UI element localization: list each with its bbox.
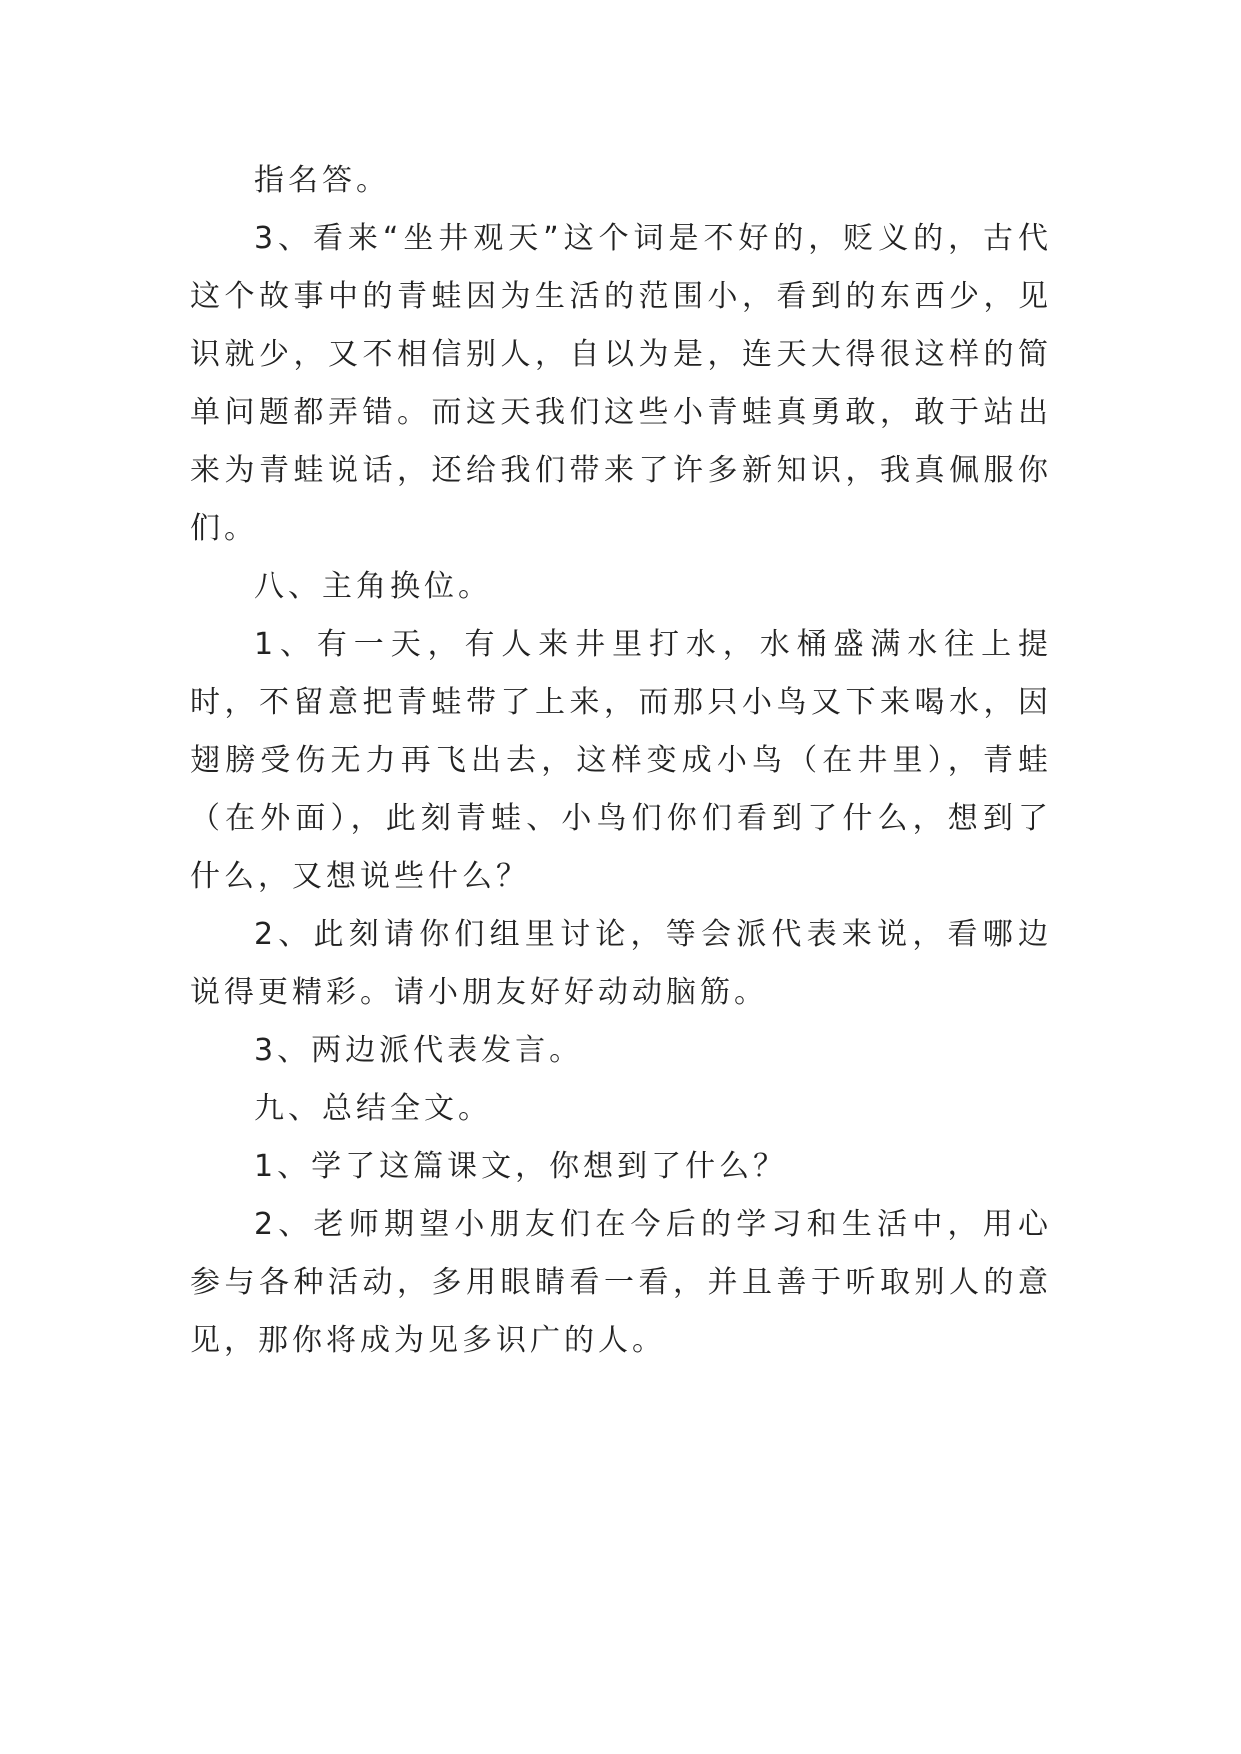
paragraph-representatives-speak: 3、两边派代表发言。 — [254, 1033, 584, 1068]
paragraph-frog-idiom-meaning: 3、看来“坐井观天”这个词是不好的，贬义的，古代这个故事中的青蛙因为生活的范围小，看到的东西少，见识就少，又不相信别人，自以为是，连天大得很这样的简单问题都弄错。而这天我们这些小青蛙真勇敢，敢于站出来为青蛙说话，还给我们带来了许多新知识，我真佩服你们。 — [190, 221, 1052, 546]
paragraph-group-discussion: 2、此刻请你们组里讨论，等会派代表来说，看哪边说得更精彩。请小朋友好好动动脑筋。 — [190, 917, 1052, 1010]
section-heading-summary: 九、总结全文。 — [254, 1091, 492, 1126]
paragraph-role-swap-story: 1、有一天，有人来井里打水，水桶盛满水往上提时，不留意把青蛙带了上来，而那只小鸟又下来喝水，因翅膀受伤无力再飞出去，这样变成小鸟（在井里），青蛙（在外面），此刻青蛙、小鸟们你们看到了什么，想到了什么，又想说些什么？ — [190, 627, 1052, 894]
section-heading-role-swap: 八、主角换位。 — [254, 569, 492, 604]
paragraph-reflection-question: 1、学了这篇课文，你想到了什么？ — [254, 1149, 788, 1184]
paragraph-answer-by-name: 指名答。 — [254, 163, 390, 198]
document-body — [190, 152, 1052, 1370]
paragraph-teacher-hope: 2、老师期望小朋友们在今后的学习和生活中，用心参与各种活动，多用眼睛看一看，并且善于听取别人的意见，那你将成为见多识广的人。 — [190, 1207, 1052, 1358]
